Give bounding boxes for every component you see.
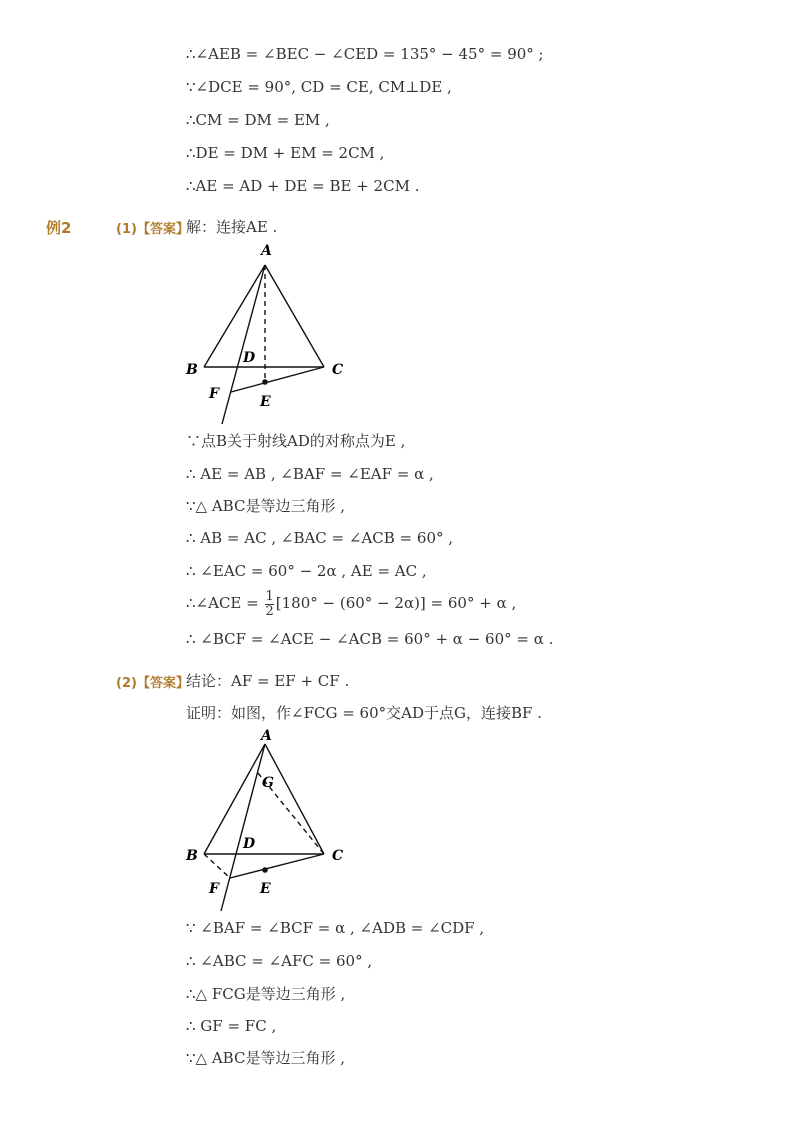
proof-line: ∵△ ABC是等边三角形 , [186,1049,345,1067]
segment-ab [204,744,265,854]
proof-line: ∴DE = DM + EM = 2CM , [186,144,385,162]
segment-ac [265,265,324,367]
label-e: E [260,394,271,410]
part2-heading [116,672,189,691]
fraction-suffix: [180° − (60° − 2α)] = 60° + α , [275,594,517,612]
label-c: C [332,362,344,378]
proof-line: ∴AE = AD + DE = BE + 2CM . [186,177,420,195]
label-b: B [186,848,198,864]
proof-line: ∴△ FCG是等边三角形 , [186,985,346,1003]
part2-proof-intro: 证明：如图，作∠FCG = 60°交AD于点G，连接BF . [186,704,542,722]
proof-line: ∵∠DCE = 90°, CD = CE, CM⊥DE , [186,78,452,96]
label-g: G [262,775,274,791]
label-a: A [261,243,272,259]
proof-line: ∴ ∠EAC = 60° − 2α , AE = AC , [186,562,427,580]
proof-line: ∵ ∠BAF = ∠BCF = α , ∠ADB = ∠CDF , [186,919,485,937]
ray-ad [221,744,265,911]
fraction-denominator: 2 [265,603,274,619]
ray-ad [222,265,265,424]
label-a: A [261,728,272,744]
fraction-one-half [265,590,273,619]
segment-ab [204,265,265,367]
label-e: E [260,881,271,897]
label-d: D [243,350,256,366]
example-label: 例2 [46,219,72,237]
proof-line: ∵△ ABC是等边三角形 , [186,497,345,515]
label-f: F [209,881,219,897]
label-c: C [332,848,344,864]
fraction-prefix: ∴∠ACE = [186,594,264,612]
figure-2 [176,723,366,915]
answer-tag: 【答案】 [136,676,189,691]
point-e [262,867,268,873]
segment-fc [231,367,324,392]
proof-line: ∴ ∠BCF = ∠ACE − ∠ACB = 60° + α − 60° = α . [186,630,554,648]
part1-number: (1) [116,222,137,237]
proof-line: ∴ GF = FC , [186,1017,277,1035]
part1-intro: 解：连接AE . [186,218,278,236]
label-f: F [209,386,219,402]
segment-ac [265,744,324,854]
proof-line: ∴ ∠ABC = ∠AFC = 60° , [186,952,373,970]
label-d: D [243,836,256,852]
proof-line: ∴ AB = AC , ∠BAC = ∠ACB = 60° , [186,529,454,547]
part2-intro: 结论：AF = EF + CF . [186,672,350,690]
segment-bf-dashed [204,854,230,878]
proof-line: ∴ AE = AB , ∠BAF = ∠EAF = α , [186,465,434,483]
proof-line: ∵点B关于射线AD的对称点为E , [186,432,406,450]
label-b: B [186,362,198,378]
proof-line: ∴CM = DM = EM , [186,111,330,129]
figure-1 [176,238,366,428]
point-e [262,379,268,385]
part2-number: (2) [116,676,137,691]
proof-line: ∴∠AEB = ∠BEC − ∠CED = 135° − 45° = 90° ; [186,45,544,63]
segment-fc [230,854,324,878]
answer-tag: 【答案】 [136,222,189,237]
fraction-numerator: 1 [265,588,274,604]
proof-line-fraction [186,588,516,619]
part1-heading [116,218,189,237]
